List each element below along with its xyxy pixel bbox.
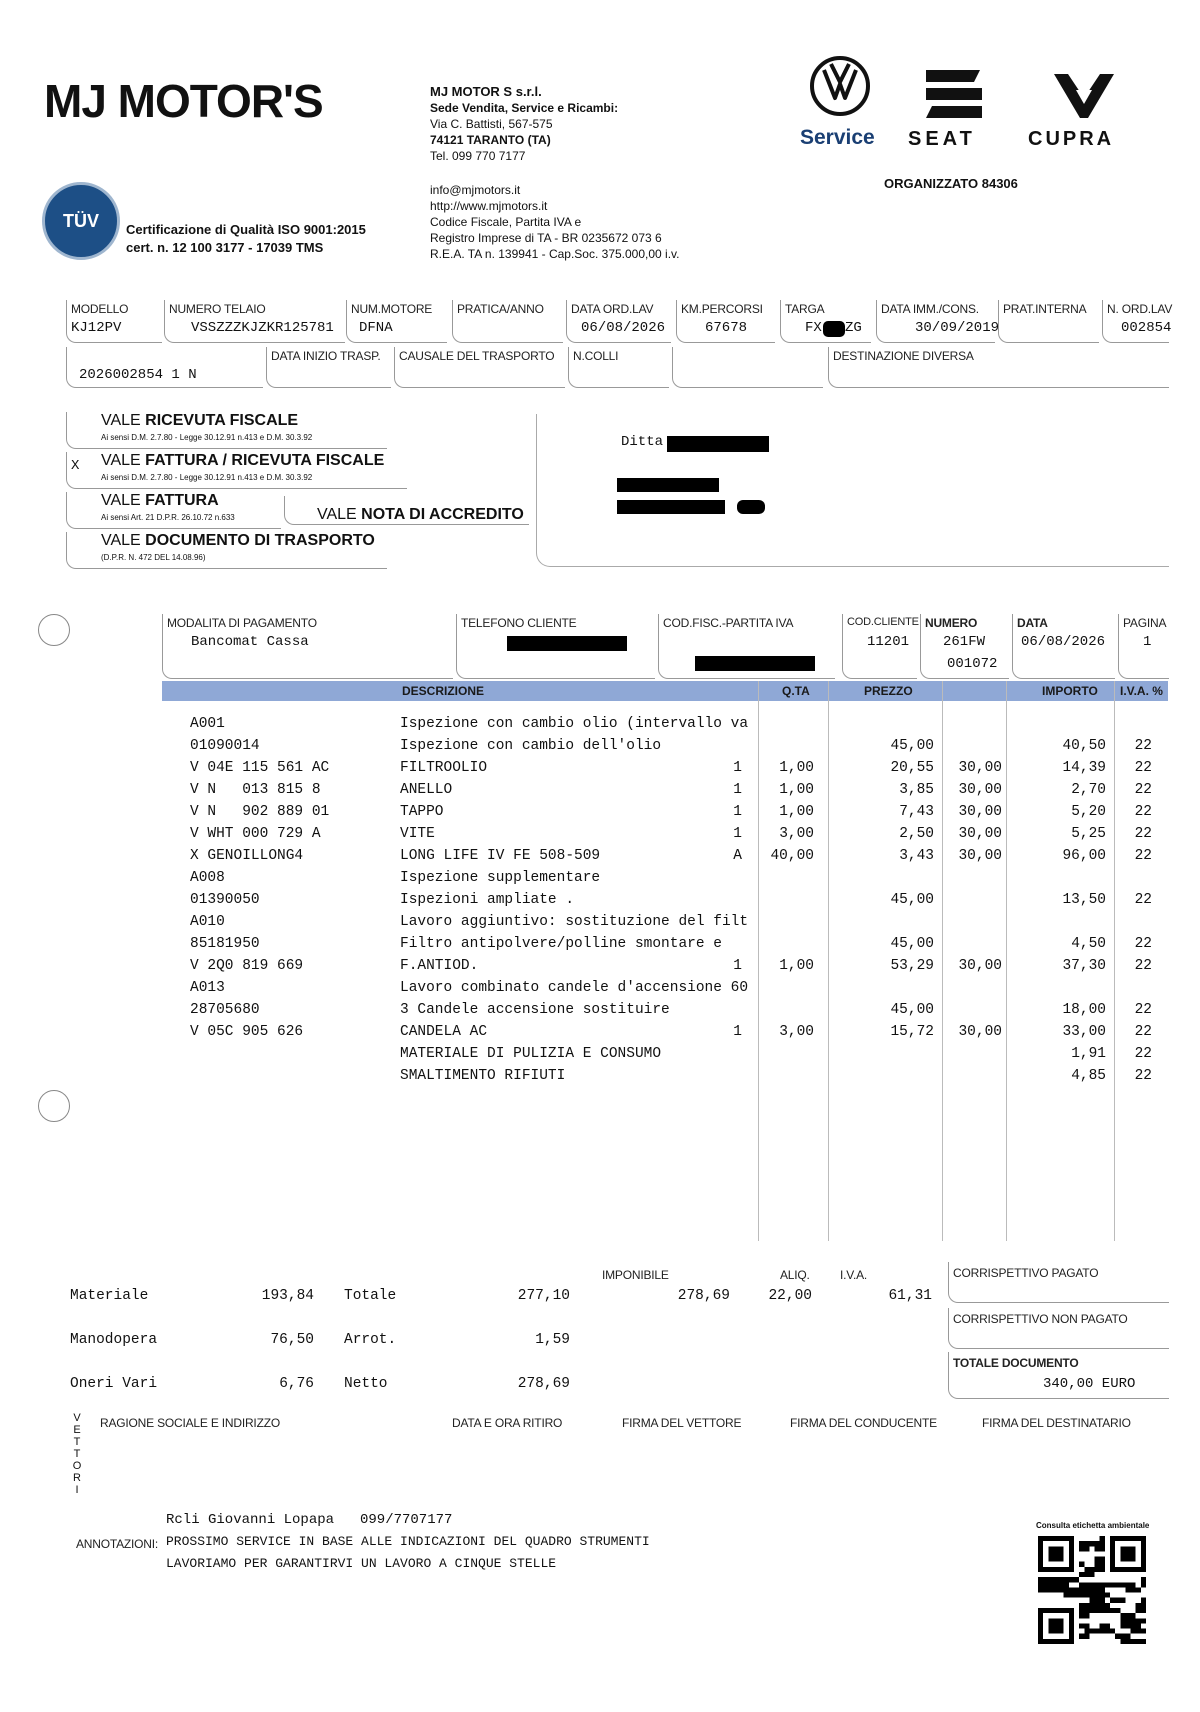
annotazioni-label: ANNOTAZIONI: (76, 1537, 159, 1551)
cell-unit: 1 (733, 1024, 742, 1040)
blank-cell (672, 347, 823, 388)
data-cell (1012, 614, 1115, 679)
totale-value: 277,10 (517, 1288, 570, 1304)
punch-hole (38, 614, 70, 646)
cell-iva: 22 (1134, 958, 1152, 974)
redaction (667, 436, 769, 452)
ragione-label: RAGIONE SOCIALE E INDIRIZZO (100, 1416, 280, 1430)
punch-hole (38, 1090, 70, 1122)
cell-description: Ispezione con cambio dell'olio (400, 738, 662, 754)
column-divider (1006, 681, 1007, 1241)
totale-documento-label: TOTALE DOCUMENTO (953, 1356, 1079, 1370)
col-qta: Q.TA (782, 684, 810, 698)
seat-wordmark: SEAT (908, 128, 976, 150)
telefono-cell (456, 614, 655, 679)
option-subtext: Ai sensi D.M. 2.7.80 - Legge 30.12.91 n.413 e D.M. 30.3.92 (101, 433, 313, 442)
redaction (737, 500, 765, 514)
km-cell (676, 300, 775, 343)
data-imm-value: 30/09/2019 (915, 320, 1000, 336)
imponibile-value: 278,69 (677, 1288, 730, 1304)
column-divider (1114, 681, 1115, 1241)
cell-iva: 22 (1134, 1046, 1152, 1062)
cell-prezzo: 7,43 (899, 804, 934, 820)
cell-code: X GENOILLONG4 (190, 848, 304, 864)
cell-iva: 22 (1134, 936, 1152, 952)
motore-value: DFNA (359, 320, 393, 336)
data-ord-value: 06/08/2026 (581, 320, 666, 336)
corr-non-pagato-box (948, 1308, 1169, 1349)
option-title: VALE FATTURA / RICEVUTA FISCALE (101, 452, 385, 469)
company-contacts (430, 182, 760, 262)
corr-non-pagato-label: CORRISPETTIVO NON PAGATO (953, 1312, 1128, 1326)
cell-iva: 22 (1134, 760, 1152, 776)
column-divider (828, 681, 829, 1241)
cell-importo: 2,70 (1071, 782, 1106, 798)
cert-line: cert. n. 12 100 3177 - 17039 TMS (126, 240, 324, 255)
option-title: VALE NOTA DI ACCREDITO (317, 506, 524, 523)
option-title: VALE RICEVUTA FISCALE (101, 412, 299, 429)
table-header (162, 681, 1168, 701)
targa-prefix: FX (805, 320, 822, 336)
website: http://www.mjmotors.it (430, 199, 548, 213)
materiale-value: 193,84 (261, 1288, 314, 1304)
cell-importo: 4,50 (1071, 936, 1106, 952)
registry-line: Registro Imprese di TA - BR 0235672 073 6 (430, 231, 662, 245)
cell-prezzo: 53,29 (890, 958, 934, 974)
company-line: Sede Vendita, Service e Ricambi: (430, 101, 619, 115)
cell-unit: 1 (733, 826, 742, 842)
corr-pagato-box (948, 1262, 1169, 1303)
data-label: DATA (1017, 616, 1048, 630)
cell-description: CANDELA AC (400, 1024, 488, 1040)
codfisc-label: COD.FISC.-PARTITA IVA (663, 616, 794, 630)
modello-cell (66, 300, 162, 343)
cell-importo: 13,50 (1062, 892, 1106, 908)
cell-unit: 1 (733, 804, 742, 820)
doc-number-cell (66, 347, 263, 388)
cell-unit: 1 (733, 958, 742, 974)
targa-label: TARGA (785, 302, 825, 316)
cell-qta: 1,00 (779, 804, 814, 820)
cell-code: V 04E 115 561 AC (190, 760, 330, 776)
cell-unit: 1 (733, 760, 742, 776)
pagina-label: PAGINA (1123, 616, 1167, 630)
data-ord-cell (566, 300, 671, 343)
tuv-label: TÜV (63, 210, 99, 231)
colli-label: N.COLLI (573, 349, 619, 363)
cell-qta: 40,00 (770, 848, 814, 864)
cell-code: 01390050 (190, 892, 260, 908)
cell-code: 28705680 (190, 1002, 260, 1018)
col-descrizione: DESCRIZIONE (402, 684, 485, 698)
cell-code: V 05C 905 626 (190, 1024, 304, 1040)
vw-logo-icon (808, 54, 872, 118)
cell-sconto: 30,00 (958, 848, 1002, 864)
telaio-label: NUMERO TELAIO (169, 302, 266, 316)
cell-prezzo: 20,55 (890, 760, 934, 776)
cell-prezzo: 15,72 (890, 1024, 934, 1040)
seat-logo-icon (922, 66, 986, 122)
cell-description: ANELLO (400, 782, 453, 798)
option-documento-trasporto[interactable] (66, 532, 387, 569)
option-subtext: Ai sensi Art. 21 D.P.R. 26.10.72 n.633 (101, 513, 235, 522)
causale-cell (394, 347, 565, 388)
pratica-label: PRATICA/ANNO (457, 302, 544, 316)
cell-prezzo: 3,85 (899, 782, 934, 798)
cupra-wordmark: CUPRA (1028, 128, 1115, 150)
cell-iva: 22 (1134, 1002, 1152, 1018)
n-ord-cell (1102, 300, 1173, 343)
n-ord-label: N. ORD.LAV (1107, 302, 1173, 316)
pagina-value: 1 (1143, 634, 1152, 650)
cell-importo: 37,30 (1062, 958, 1106, 974)
cell-code: V 2Q0 819 669 (190, 958, 304, 974)
cell-code: V N 902 889 01 (190, 804, 330, 820)
pratica-cell (452, 300, 563, 343)
codcliente-label: COD.CLIENTE (847, 616, 919, 628)
oneri-value: 6,76 (279, 1376, 314, 1392)
totale-label: Totale (344, 1288, 397, 1304)
inizio-trasp-cell (266, 347, 391, 388)
cell-iva: 22 (1134, 1068, 1152, 1084)
cell-importo: 40,50 (1062, 738, 1106, 754)
motore-cell (346, 300, 447, 343)
cell-iva: 22 (1134, 804, 1152, 820)
cell-iva: 22 (1134, 1024, 1152, 1040)
cell-sconto: 30,00 (958, 804, 1002, 820)
vettori-vertical-label: V E T T O R I (72, 1412, 82, 1496)
option-subtext: (D.P.R. N. 472 DEL 14.08.96) (101, 553, 206, 562)
cell-prezzo: 45,00 (890, 936, 934, 952)
imponibile-label: IMPONIBILE (602, 1268, 669, 1282)
cell-code: V WHT 000 729 A (190, 826, 321, 842)
n-ord-value: 002854 (1121, 320, 1172, 336)
cell-importo: 14,39 (1062, 760, 1106, 776)
firma-vettore-label: FIRMA DEL VETTORE (622, 1416, 742, 1430)
option-nota-accredito[interactable] (284, 496, 529, 525)
cell-qta: 1,00 (779, 760, 814, 776)
cell-importo: 1,91 (1071, 1046, 1106, 1062)
cell-importo: 5,20 (1071, 804, 1106, 820)
col-importo: IMPORTO (1042, 684, 1098, 698)
doc-number: 2026002854 1 N (79, 367, 197, 383)
data-imm-cell (876, 300, 1000, 343)
contact-name: Rcli Giovanni Lopapa (166, 1512, 335, 1528)
aliq-label: ALIQ. (780, 1268, 810, 1282)
codcliente-value: 11201 (867, 634, 910, 650)
option-fattura[interactable] (66, 492, 281, 529)
arrot-label: Arrot. (344, 1332, 397, 1348)
redaction (695, 656, 815, 671)
fiscal-line: Codice Fiscale, Partita IVA e (430, 215, 582, 229)
redaction (823, 321, 845, 337)
cell-iva: 22 (1134, 738, 1152, 754)
causale-label: CAUSALE DEL TRASPORTO (399, 349, 555, 363)
annotation-line: LAVORIAMO PER GARANTIRVI UN LAVORO A CINQUE STELLE (166, 1556, 557, 1571)
cell-qta: 1,00 (779, 782, 814, 798)
cell-qta: 3,00 (779, 826, 814, 842)
cell-description: Ispezione supplementare (400, 870, 601, 886)
prat-int-cell (998, 300, 1099, 343)
iso-line: Certificazione di Qualità ISO 9001:2015 (126, 222, 366, 237)
modello-label: MODELLO (71, 302, 129, 316)
cell-qta: 3,00 (779, 1024, 814, 1040)
customer-box (536, 414, 1169, 567)
ditta-label: Ditta (621, 434, 664, 450)
cell-description: FILTROOLIO (400, 760, 488, 776)
cell-description: TAPPO (400, 804, 444, 820)
cell-iva: 22 (1134, 892, 1152, 908)
cell-iva: 22 (1134, 782, 1152, 798)
destinazione-cell (828, 347, 1169, 388)
numero-label: NUMERO (925, 616, 978, 630)
redaction (507, 636, 627, 651)
cell-unit: A (733, 848, 742, 864)
cell-importo: 18,00 (1062, 1002, 1106, 1018)
data-value: 06/08/2026 (1021, 634, 1106, 650)
cupra-logo-icon (1052, 70, 1116, 122)
data-imm-label: DATA IMM./CONS. (881, 302, 979, 316)
cell-qta: 1,00 (779, 958, 814, 974)
cell-sconto: 30,00 (958, 782, 1002, 798)
cell-description: SMALTIMENTO RIFIUTI (400, 1068, 566, 1084)
modalita-cell (162, 614, 453, 679)
cell-description: F.ANTIOD. (400, 958, 479, 974)
cell-importo: 5,25 (1071, 826, 1106, 842)
cell-code: A008 (190, 870, 225, 886)
col-prezzo: PREZZO (864, 684, 913, 698)
codfisc-cell (658, 614, 835, 679)
cell-code: V N 013 815 8 (190, 782, 321, 798)
destinazione-label: DESTINAZIONE DIVERSA (833, 349, 974, 363)
option-subtext: Ai sensi D.M. 2.7.80 - Legge 30.12.91 n.413 e D.M. 30.3.92 (101, 473, 313, 482)
cell-prezzo: 45,00 (890, 892, 934, 908)
organizzato-code: ORGANIZZATO 84306 (884, 176, 1018, 191)
option-ricevuta-fiscale[interactable] (66, 412, 387, 449)
cell-importo: 4,85 (1071, 1068, 1106, 1084)
cell-sconto: 30,00 (958, 958, 1002, 974)
cell-code: 01090014 (190, 738, 260, 754)
cell-iva: 22 (1134, 848, 1152, 864)
cell-prezzo: 45,00 (890, 738, 934, 754)
totale-documento-box (948, 1352, 1169, 1399)
cell-code: A013 (190, 980, 225, 996)
cell-description: MATERIALE DI PULIZIA E CONSUMO (400, 1046, 662, 1062)
modalita-value: Bancomat Cassa (191, 634, 309, 650)
qr-caption: Consulta etichetta ambientale (1036, 1521, 1150, 1530)
numero-value: 261FW (943, 634, 986, 650)
column-divider (942, 681, 943, 1241)
codcliente-cell (842, 614, 917, 679)
cell-description: Lavoro combinato candele d'accensione 60 (400, 980, 749, 996)
cell-sconto: 30,00 (958, 1024, 1002, 1040)
company-line: Via C. Battisti, 567-575 (430, 117, 553, 131)
col-iva: I.V.A. % (1120, 684, 1163, 698)
cell-prezzo: 2,50 (899, 826, 934, 842)
netto-label: Netto (344, 1376, 388, 1392)
cell-description: Filtro antipolvere/polline smontare e (400, 936, 722, 952)
telefono-label: TELEFONO CLIENTE (461, 616, 577, 630)
firma-conducente-label: FIRMA DEL CONDUCENTE (790, 1416, 937, 1430)
cell-sconto: 30,00 (958, 826, 1002, 842)
cell-unit: 1 (733, 782, 742, 798)
vw-service-text: Service (800, 126, 875, 149)
numero-cell (920, 614, 1009, 679)
targa-cell (780, 300, 871, 343)
colli-cell (568, 347, 669, 388)
data-ritiro-label: DATA E ORA RITIRO (452, 1416, 563, 1430)
iva-value: 61,31 (888, 1288, 932, 1304)
cell-description: Ispezioni ampliate . (400, 892, 575, 908)
company-address (430, 84, 690, 164)
km-label: KM.PERCORSI (681, 302, 763, 316)
data-ord-label: DATA ORD.LAV (571, 302, 654, 316)
oneri-label: Oneri Vari (70, 1376, 158, 1392)
modalita-label: MODALITA DI PAGAMENTO (167, 616, 317, 630)
tuv-badge-icon (42, 182, 120, 260)
cell-iva: 22 (1134, 826, 1152, 842)
rea-line: R.E.A. TA n. 139941 - Cap.Soc. 375.000,00 i.v. (430, 247, 680, 261)
email: info@mjmotors.it (430, 183, 521, 197)
company-line: 74121 TARANTO (TA) (430, 133, 551, 147)
prat-int-label: PRAT.INTERNA (1003, 302, 1087, 316)
firma-destinatario-label: FIRMA DEL DESTINATARIO (982, 1416, 1131, 1430)
manodopera-value: 76,50 (270, 1332, 314, 1348)
cell-description: Ispezione con cambio olio (intervallo va (400, 716, 749, 732)
cell-prezzo: 45,00 (890, 1002, 934, 1018)
motore-label: NUM.MOTORE (351, 302, 433, 316)
targa-suffix: ZG (845, 320, 862, 336)
numero-value-2: 001072 (947, 656, 998, 672)
pagina-cell (1118, 614, 1169, 679)
cell-description: LONG LIFE IV FE 508-509 (400, 848, 601, 864)
redaction (617, 500, 725, 514)
corr-pagato-label: CORRISPETTIVO PAGATO (953, 1266, 1099, 1280)
netto-value: 278,69 (517, 1376, 570, 1392)
option-fattura-ricevuta[interactable] (66, 452, 407, 489)
cell-code: A001 (190, 716, 225, 732)
option-title: VALE FATTURA (101, 492, 219, 509)
company-name: MJ MOTOR S s.r.l. (430, 84, 542, 99)
cell-description: 3 Candele accensione sostituire (400, 1002, 670, 1018)
contact-phone: 099/7707177 (360, 1512, 453, 1528)
option-checkmark: X (71, 458, 80, 474)
cell-prezzo: 3,43 (899, 848, 934, 864)
arrot-value: 1,59 (535, 1332, 570, 1348)
totale-documento-value: 340,00 EURO (1043, 1376, 1136, 1392)
inizio-trasp-label: DATA INIZIO TRASP. (271, 349, 381, 363)
km-value: 67678 (705, 320, 748, 336)
cell-code: A010 (190, 914, 225, 930)
telaio-cell (164, 300, 345, 343)
cell-importo: 96,00 (1062, 848, 1106, 864)
materiale-label: Materiale (70, 1288, 149, 1304)
iso-certification (126, 221, 366, 257)
option-title: VALE DOCUMENTO DI TRASPORTO (101, 532, 375, 549)
cell-importo: 33,00 (1062, 1024, 1106, 1040)
telaio-value: VSSZZZKJZKR125781 (191, 320, 334, 336)
cell-sconto: 30,00 (958, 760, 1002, 776)
cell-description: VITE (400, 826, 435, 842)
aliq-value: 22,00 (768, 1288, 812, 1304)
cell-code: 85181950 (190, 936, 260, 952)
modello-value: KJ12PV (71, 320, 122, 336)
redaction (617, 478, 719, 492)
cell-description: Lavoro aggiuntivo: sostituzione del filt (400, 914, 749, 930)
company-line: Tel. 099 770 7177 (430, 149, 526, 163)
iva-label: I.V.A. (840, 1268, 868, 1282)
manodopera-label: Manodopera (70, 1332, 158, 1348)
qr-code-icon[interactable] (1038, 1536, 1146, 1644)
company-logo: MJ MOTOR'S (44, 75, 323, 127)
annotation-line: PROSSIMO SERVICE IN BASE ALLE INDICAZIONI DEL QUADRO STRUMENTI (166, 1534, 650, 1549)
